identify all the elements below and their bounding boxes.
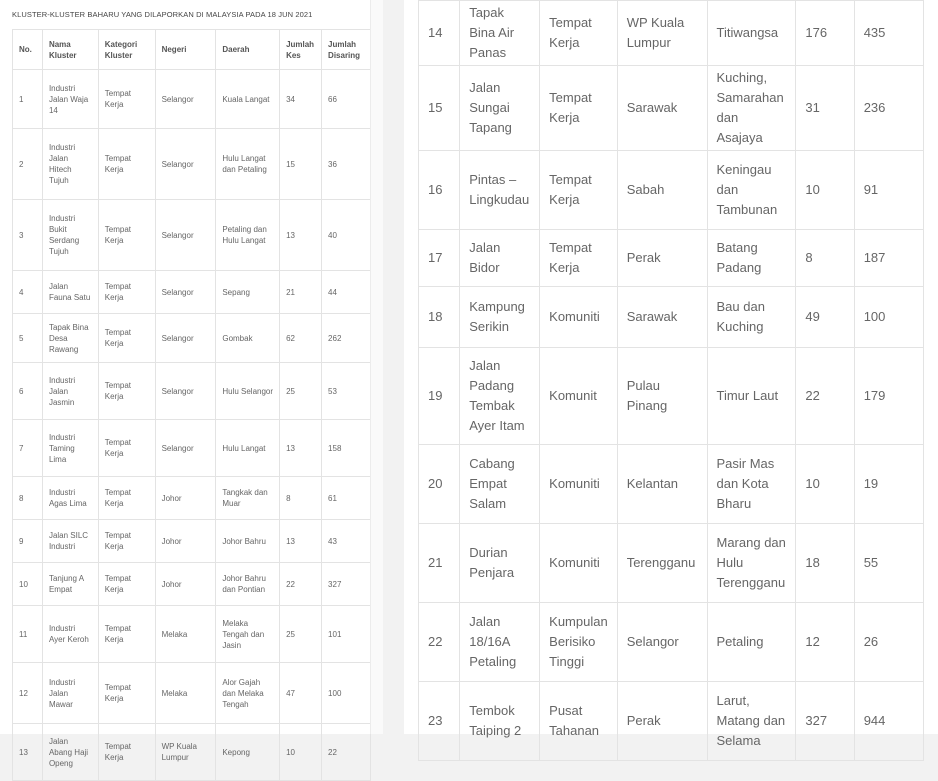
cell-nama-kluster: Pintas – Lingkudau [460,151,540,230]
cell-daerah: Sepang [216,271,280,314]
cell-jumlah-kes: 62 [280,314,322,363]
cell-daerah: Bau dan Kuching [707,287,796,348]
cell-daerah: Kuala Langat [216,70,280,129]
cell-kategori: Tempat Kerja [98,724,155,781]
cell-nama-kluster: Tanjung A Empat [42,563,98,606]
cell-jumlah-kes: 13 [280,200,322,271]
cell-daerah: Petaling [707,603,796,682]
cell-jumlah-disaring: 26 [854,603,923,682]
table-row [419,348,924,445]
header-jumlah-kes: Jumlah Kes [280,30,322,70]
cell-kategori: Komuniti [540,287,618,348]
page-edge [370,0,383,734]
cell-daerah: Pasir Mas dan Kota Bharu [707,445,796,524]
cell-kategori: Tempat Kerja [98,70,155,129]
cell-nama-kluster: Durian Penjara [460,524,540,603]
cell-kategori: Komuniti [540,524,618,603]
cell-jumlah-disaring: 43 [322,520,371,563]
cell-kategori: Tempat Kerja [540,66,618,151]
cell-nama-kluster: Jalan Bidor [460,230,540,287]
cell-daerah: Kuching, Samarahan dan Asajaya [707,66,796,151]
cell-jumlah-kes: 10 [796,445,854,524]
cell-no: 5 [13,314,43,363]
cell-jumlah-kes: 21 [280,271,322,314]
cell-negeri: Perak [617,682,707,761]
table-row [419,445,924,524]
cell-no: 3 [13,200,43,271]
table-row [13,420,371,477]
cell-negeri: Melaka [155,663,216,724]
cell-daerah: Marang dan Hulu Terengganu [707,524,796,603]
cell-jumlah-kes: 12 [796,603,854,682]
cell-daerah: Hulu Langat [216,420,280,477]
cell-no: 20 [419,445,460,524]
table-row [13,563,371,606]
cell-kategori: Tempat Kerja [98,520,155,563]
cell-negeri: Sarawak [617,66,707,151]
cell-negeri: Selangor [155,200,216,271]
table-row [419,1,924,66]
cell-jumlah-kes: 8 [280,477,322,520]
cell-negeri: Sabah [617,151,707,230]
cell-jumlah-kes: 8 [796,230,854,287]
cell-daerah: Petaling dan Hulu Langat [216,200,280,271]
table-row [13,129,371,200]
document-title: KLUSTER-KLUSTER BAHARU YANG DILAPORKAN DI MALAYSIA PADA 18 JUN 2021 [12,10,313,19]
cell-nama-kluster: Industri Jalan Waja 14 [42,70,98,129]
cell-kategori: Pusat Tahanan [540,682,618,761]
cell-jumlah-kes: 47 [280,663,322,724]
header-kategori-kluster: Kategori Kluster [98,30,155,70]
cell-daerah: Tangkak dan Muar [216,477,280,520]
cell-daerah: Johor Bahru dan Pontian [216,563,280,606]
cell-no: 23 [419,682,460,761]
cell-negeri: Selangor [155,363,216,420]
cell-kategori: Tempat Kerja [540,1,618,66]
cell-nama-kluster: Industri Jalan Jasmin [42,363,98,420]
table-row [13,724,371,781]
table-row [13,663,371,724]
left-table-body [13,70,371,781]
cell-jumlah-disaring: 944 [854,682,923,761]
cell-daerah: Kepong [216,724,280,781]
cell-no: 19 [419,348,460,445]
cell-kategori: Tempat Kerja [98,606,155,663]
cell-daerah: Timur Laut [707,348,796,445]
cell-nama-kluster: Industri Jalan Mawar [42,663,98,724]
cell-jumlah-disaring: 40 [322,200,371,271]
cell-negeri: Melaka [155,606,216,663]
cell-negeri: WP Kuala Lumpur [617,1,707,66]
cell-no: 6 [13,363,43,420]
cell-negeri: Selangor [155,271,216,314]
table-header-row [13,30,371,70]
table-row [13,477,371,520]
cell-daerah: Batang Padang [707,230,796,287]
cell-negeri: Selangor [617,603,707,682]
cell-jumlah-kes: 10 [280,724,322,781]
cell-nama-kluster: Industri Jalan Hitech Tujuh [42,129,98,200]
cell-nama-kluster: Jalan SILC Industri [42,520,98,563]
cell-negeri: Selangor [155,70,216,129]
cell-no: 18 [419,287,460,348]
table-row [13,271,371,314]
cell-jumlah-disaring: 101 [322,606,371,663]
cell-no: 15 [419,66,460,151]
cell-no: 17 [419,230,460,287]
cell-kategori: Tempat Kerja [98,271,155,314]
cell-no: 13 [13,724,43,781]
cell-nama-kluster: Tapak Bina Air Panas [460,1,540,66]
cell-nama-kluster: Industri Taming Lima [42,420,98,477]
cell-jumlah-kes: 327 [796,682,854,761]
right-table-body [419,1,924,761]
cell-kategori: Tempat Kerja [540,230,618,287]
cell-no: 14 [419,1,460,66]
cell-jumlah-kes: 22 [796,348,854,445]
cell-jumlah-disaring: 55 [854,524,923,603]
cell-negeri: Terengganu [617,524,707,603]
cell-kategori: Tempat Kerja [98,314,155,363]
cell-jumlah-kes: 18 [796,524,854,603]
cell-daerah: Titiwangsa [707,1,796,66]
table-row [419,603,924,682]
table-row [419,682,924,761]
cell-jumlah-disaring: 179 [854,348,923,445]
cell-kategori: Tempat Kerja [98,129,155,200]
table-row [13,200,371,271]
cell-no: 8 [13,477,43,520]
cell-kategori: Tempat Kerja [98,563,155,606]
table-row [419,151,924,230]
cell-negeri: Selangor [155,314,216,363]
header-negeri: Negeri [155,30,216,70]
cell-no: 7 [13,420,43,477]
right-document-panel [404,0,938,748]
cell-no: 9 [13,520,43,563]
cell-jumlah-disaring: 53 [322,363,371,420]
cell-negeri: Selangor [155,129,216,200]
cell-nama-kluster: Tapak Bina Desa Rawang [42,314,98,363]
cell-daerah: Melaka Tengah dan Jasin [216,606,280,663]
cell-negeri: Perak [617,230,707,287]
cell-negeri: WP Kuala Lumpur [155,724,216,781]
cell-jumlah-kes: 49 [796,287,854,348]
header-nama-kluster: Nama Kluster [42,30,98,70]
cell-negeri: Johor [155,520,216,563]
cell-jumlah-kes: 31 [796,66,854,151]
cell-jumlah-disaring: 158 [322,420,371,477]
cell-jumlah-disaring: 36 [322,129,371,200]
cell-nama-kluster: Industri Bukit Serdang Tujuh [42,200,98,271]
table-row [419,230,924,287]
cell-negeri: Johor [155,477,216,520]
clusters-table-left [12,29,371,781]
cell-jumlah-disaring: 91 [854,151,923,230]
cell-nama-kluster: Tembok Taiping 2 [460,682,540,761]
cell-jumlah-disaring: 61 [322,477,371,520]
cell-no: 22 [419,603,460,682]
cell-no: 12 [13,663,43,724]
cell-kategori: Komuniti [540,445,618,524]
cell-daerah: Hulu Selangor [216,363,280,420]
header-jumlah-disaring: Jumlah Disaring [322,30,371,70]
cell-no: 4 [13,271,43,314]
cell-kategori: Tempat Kerja [98,363,155,420]
cell-no: 21 [419,524,460,603]
cell-jumlah-kes: 13 [280,420,322,477]
cell-daerah: Johor Bahru [216,520,280,563]
cell-jumlah-kes: 13 [280,520,322,563]
cell-jumlah-disaring: 327 [322,563,371,606]
table-row [419,287,924,348]
cell-negeri: Kelantan [617,445,707,524]
cell-kategori: Kumpulan Berisiko Tinggi [540,603,618,682]
cell-nama-kluster: Kampung Serikin [460,287,540,348]
table-row [13,314,371,363]
table-row [13,606,371,663]
cell-no: 10 [13,563,43,606]
cell-jumlah-disaring: 44 [322,271,371,314]
cell-no: 16 [419,151,460,230]
cell-kategori: Tempat Kerja [540,151,618,230]
left-document-panel [0,0,382,768]
cell-nama-kluster: Jalan Abang Haji Openg [42,724,98,781]
cell-jumlah-disaring: 262 [322,314,371,363]
cell-jumlah-kes: 10 [796,151,854,230]
cell-negeri: Johor [155,563,216,606]
cell-jumlah-kes: 25 [280,363,322,420]
cell-nama-kluster: Jalan Fauna Satu [42,271,98,314]
cell-daerah: Gombak [216,314,280,363]
cell-jumlah-disaring: 22 [322,724,371,781]
table-row [419,524,924,603]
cell-jumlah-disaring: 187 [854,230,923,287]
cell-nama-kluster: Jalan Padang Tembak Ayer Itam [460,348,540,445]
cell-kategori: Tempat Kerja [98,663,155,724]
cell-negeri: Selangor [155,420,216,477]
cell-negeri: Pulau Pinang [617,348,707,445]
table-row [13,70,371,129]
cell-jumlah-disaring: 19 [854,445,923,524]
cell-jumlah-kes: 15 [280,129,322,200]
cell-nama-kluster: Jalan Sungai Tapang [460,66,540,151]
cell-nama-kluster: Cabang Empat Salam [460,445,540,524]
cell-jumlah-disaring: 435 [854,1,923,66]
cell-no: 11 [13,606,43,663]
clusters-table-right [418,0,924,761]
header-no: No. [13,30,43,70]
cell-daerah: Larut, Matang dan Selama [707,682,796,761]
table-row [419,66,924,151]
cell-kategori: Komunit [540,348,618,445]
cell-no: 2 [13,129,43,200]
cell-kategori: Tempat Kerja [98,477,155,520]
cell-kategori: Tempat Kerja [98,420,155,477]
cell-nama-kluster: Jalan 18/16A Petaling [460,603,540,682]
cell-jumlah-disaring: 100 [322,663,371,724]
cell-kategori: Tempat Kerja [98,200,155,271]
cell-negeri: Sarawak [617,287,707,348]
cell-nama-kluster: Industri Agas Lima [42,477,98,520]
cell-jumlah-disaring: 100 [854,287,923,348]
cell-jumlah-disaring: 66 [322,70,371,129]
cell-jumlah-kes: 34 [280,70,322,129]
table-row [13,520,371,563]
cell-daerah: Hulu Langat dan Petaling [216,129,280,200]
header-daerah: Daerah [216,30,280,70]
table-row [13,363,371,420]
cell-jumlah-kes: 25 [280,606,322,663]
cell-jumlah-kes: 176 [796,1,854,66]
cell-no: 1 [13,70,43,129]
cell-daerah: Alor Gajah dan Melaka Tengah [216,663,280,724]
cell-daerah: Keningau dan Tambunan [707,151,796,230]
cell-jumlah-disaring: 236 [854,66,923,151]
cell-nama-kluster: Industri Ayer Keroh [42,606,98,663]
cell-jumlah-kes: 22 [280,563,322,606]
